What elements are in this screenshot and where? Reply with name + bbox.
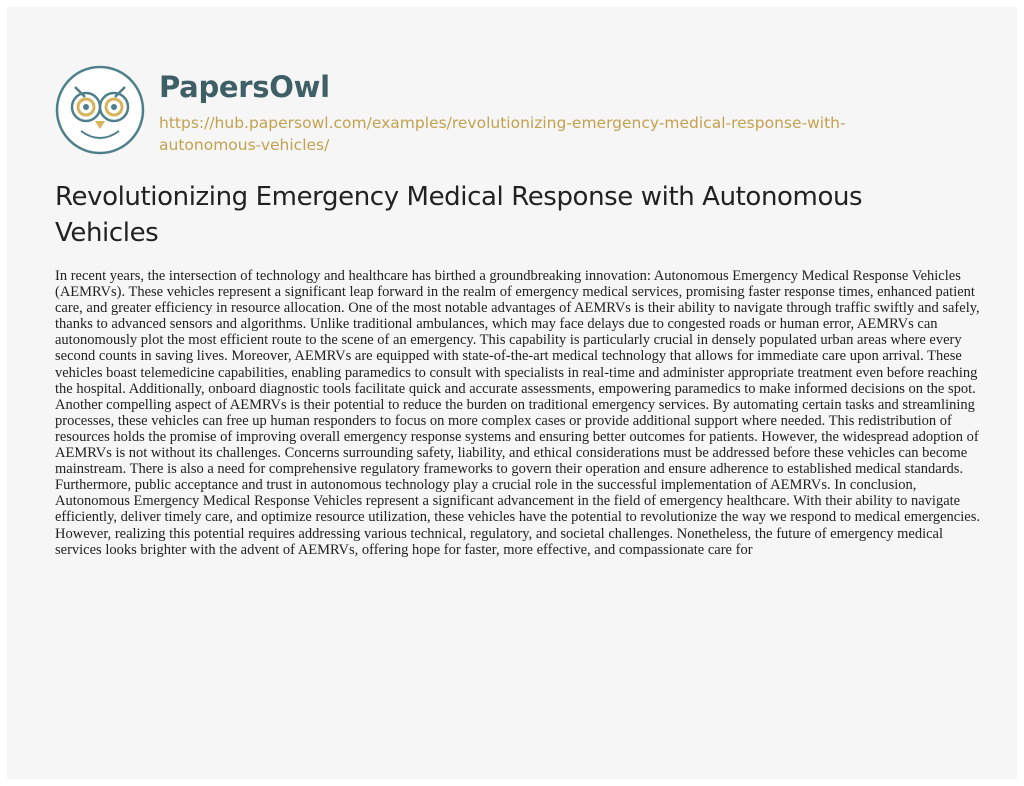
site-header bbox=[55, 63, 919, 156]
page-sheet bbox=[7, 7, 1017, 779]
article-body: In recent years, the intersection of technology and healthcare has birthed a groundbreaking innovation: Autonomous Emergency Medical Response Vehicles (AEMRVs). These vehicles represent a significant leap forward in the realm of emergency medical services, promising faster response times, enhanced patient care, and greater efficiency in resource allocation. One of the most notable advantages of AEMRVs is their ability to navigate through traffic swiftly and safely, thanks to advanced sensors and algorithms. Unlike traditional ambulances, which may face delays due to congested roads or human error, AEMRVs can autonomously plot the most efficient route to the scene of an emergency. This capability is particularly crucial in densely populated urban areas where every second counts in saving lives. Moreover, AEMRVs are equipped with state-of-the-art medical technology that allows for immediate care upon arrival. These vehicles boast telemedicine capabilities, enabling paramedics to consult with specialists in real-time and administer appropriate treatment even before reaching the hospital. Additionally, onboard diagnostic tools facilitate quick and accurate assessments, empowering paramedics to make informed decisions on the spot. Another compelling aspect of AEMRVs is their potential to reduce the burden on traditional emergency services. By automating certain tasks and streamlining processes, these vehicles can free up human responders to focus on more complex cases or provide additional support where needed. This redistribution of resources holds the promise of improving overall emergency response systems and ensuring better outcomes for patients. However, the widespread adoption of AEMRVs is not without its challenges. Concerns surrounding safety, liability, and ethical considerations must be addressed before these vehicles can become mainstream. There is also a need for comprehensive regulatory frameworks to govern their operation and ensure adherence to established medical standards. Furthermore, public acceptance and trust in autonomous technology play a crucial role in the successful implementation of AEMRVs. In conclusion, Autonomous Emergency Medical Response Vehicles represent a significant advancement in the field of emergency healthcare. With their ability to navigate efficiently, deliver timely care, and optimize resource utilization, these vehicles have the potential to revolutionize the way we respond to medical emergencies. However, realizing this potential requires addressing various technical, regulatory, and societal challenges. Nonetheless, the future of emergency medical services looks brighter with the advent of AEMRVs, offering hope for faster, more effective, and compassionate care for bbox=[55, 268, 980, 558]
owl-logo-icon bbox=[55, 65, 145, 155]
article-title: Revolutionizing Emergency Medical Response with Autonomous Vehicles bbox=[55, 182, 863, 248]
brand-block bbox=[159, 63, 919, 156]
brand-name[interactable]: PapersOwl bbox=[159, 70, 330, 104]
source-url[interactable]: https://hub.papersowl.com/examples/revolutionizing-emergency-medical-response-with-autonomous-vehicles/ bbox=[159, 114, 846, 154]
